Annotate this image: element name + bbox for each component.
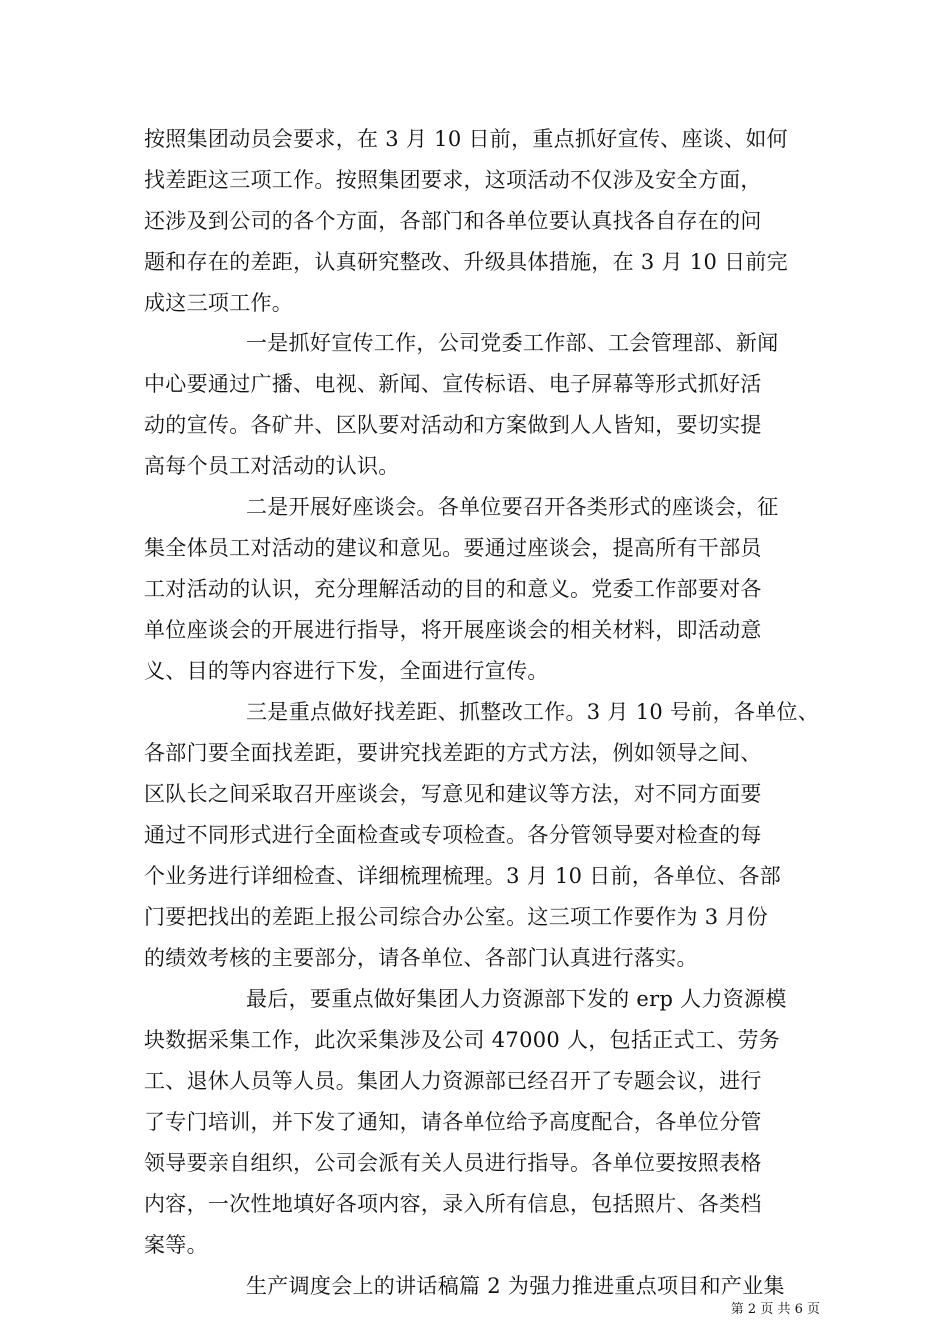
text-line: 通过不同形式进行全面检查或专项检查。各分管领导要对检查的每 [144, 823, 762, 847]
text-line: 块数据采集工作，此次采集涉及公司 47000 人，包括正式工、劳务 [144, 1028, 781, 1052]
paragraph-first-line: 最后，要重点做好集团人力资源部下发的 erp 人力资源模 [246, 987, 787, 1011]
text-line: 工对活动的认识，充分理解活动的目的和意义。党委工作部要对各 [144, 577, 762, 601]
text-line: 义、目的等内容进行下发，全面进行宣传。 [144, 659, 549, 683]
text-line: 领导要亲自组织，公司会派有关人员进行指导。各单位要按照表格 [144, 1151, 762, 1175]
text-line: 中心要通过广播、电视、新闻、宣传标语、电子屏幕等形式抓好活 [144, 372, 762, 396]
text-line: 门要把找出的差距上报公司综合办公室。这三项工作要作为 3 月份 [144, 905, 769, 929]
text-line: 题和存在的差距，认真研究整改、升级具体措施，在 3 月 10 日前完 [144, 250, 788, 274]
text-line: 内容，一次性地填好各项内容，录入所有信息，包括照片、各类档 [144, 1192, 762, 1216]
paragraph-first-line: 二是开展好座谈会。各单位要召开各类形式的座谈会，征 [246, 495, 779, 519]
text-line: 找差距这三项工作。按照集团要求，这项活动不仅涉及安全方面， [144, 168, 762, 192]
text-line: 高每个员工对活动的认识。 [144, 454, 400, 478]
text-line: 区队长之间采取召开座谈会，写意见和建议等方法，对不同方面要 [144, 782, 762, 806]
text-line: 各部门要全面找差距，要讲究找差距的方式方法，例如领导之间、 [144, 741, 762, 765]
text-line: 成这三项工作。 [144, 291, 294, 315]
page-number: 第 2 页 共 6 页 [730, 1302, 820, 1317]
text-line: 了专门培训，并下发了通知，请各单位给予高度配合，各单位分管 [144, 1110, 762, 1134]
text-line: 的绩效考核的主要部分，请各单位、各部门认真进行落实。 [144, 946, 698, 970]
text-line: 动的宣传。各矿井、区队要对活动和方案做到人人皆知，要切实提 [144, 413, 762, 437]
paragraph-first-line: 三是重点做好找差距、抓整改工作。3 月 10 号前，各单位、 [246, 700, 820, 724]
text-line: 案等。 [144, 1233, 208, 1257]
text-line: 个业务进行详细检查、详细梳理梳理。3 月 10 日前，各单位、各部 [144, 864, 782, 888]
text-line: 单位座谈会的开展进行指导，将开展座谈会的相关材料，即活动意 [144, 618, 762, 642]
text-line: 工、退休人员等人员。集团人力资源部已经召开了专题会议，进行 [144, 1069, 762, 1093]
paragraph-first-line: 生产调度会上的讲话稿篇 2 为强力推进重点项目和产业集 [246, 1274, 785, 1298]
text-line: 集全体员工对活动的建议和意见。要通过座谈会，提高所有干部员 [144, 536, 762, 560]
text-line: 还涉及到公司的各个方面，各部门和各单位要认真找各自存在的问 [144, 209, 762, 233]
text-line: 按照集团动员会要求，在 3 月 10 日前，重点抓好宣传、座谈、如何 [144, 127, 788, 151]
paragraph-first-line: 一是抓好宣传工作，公司党委工作部、工会管理部、新闻 [246, 331, 779, 355]
